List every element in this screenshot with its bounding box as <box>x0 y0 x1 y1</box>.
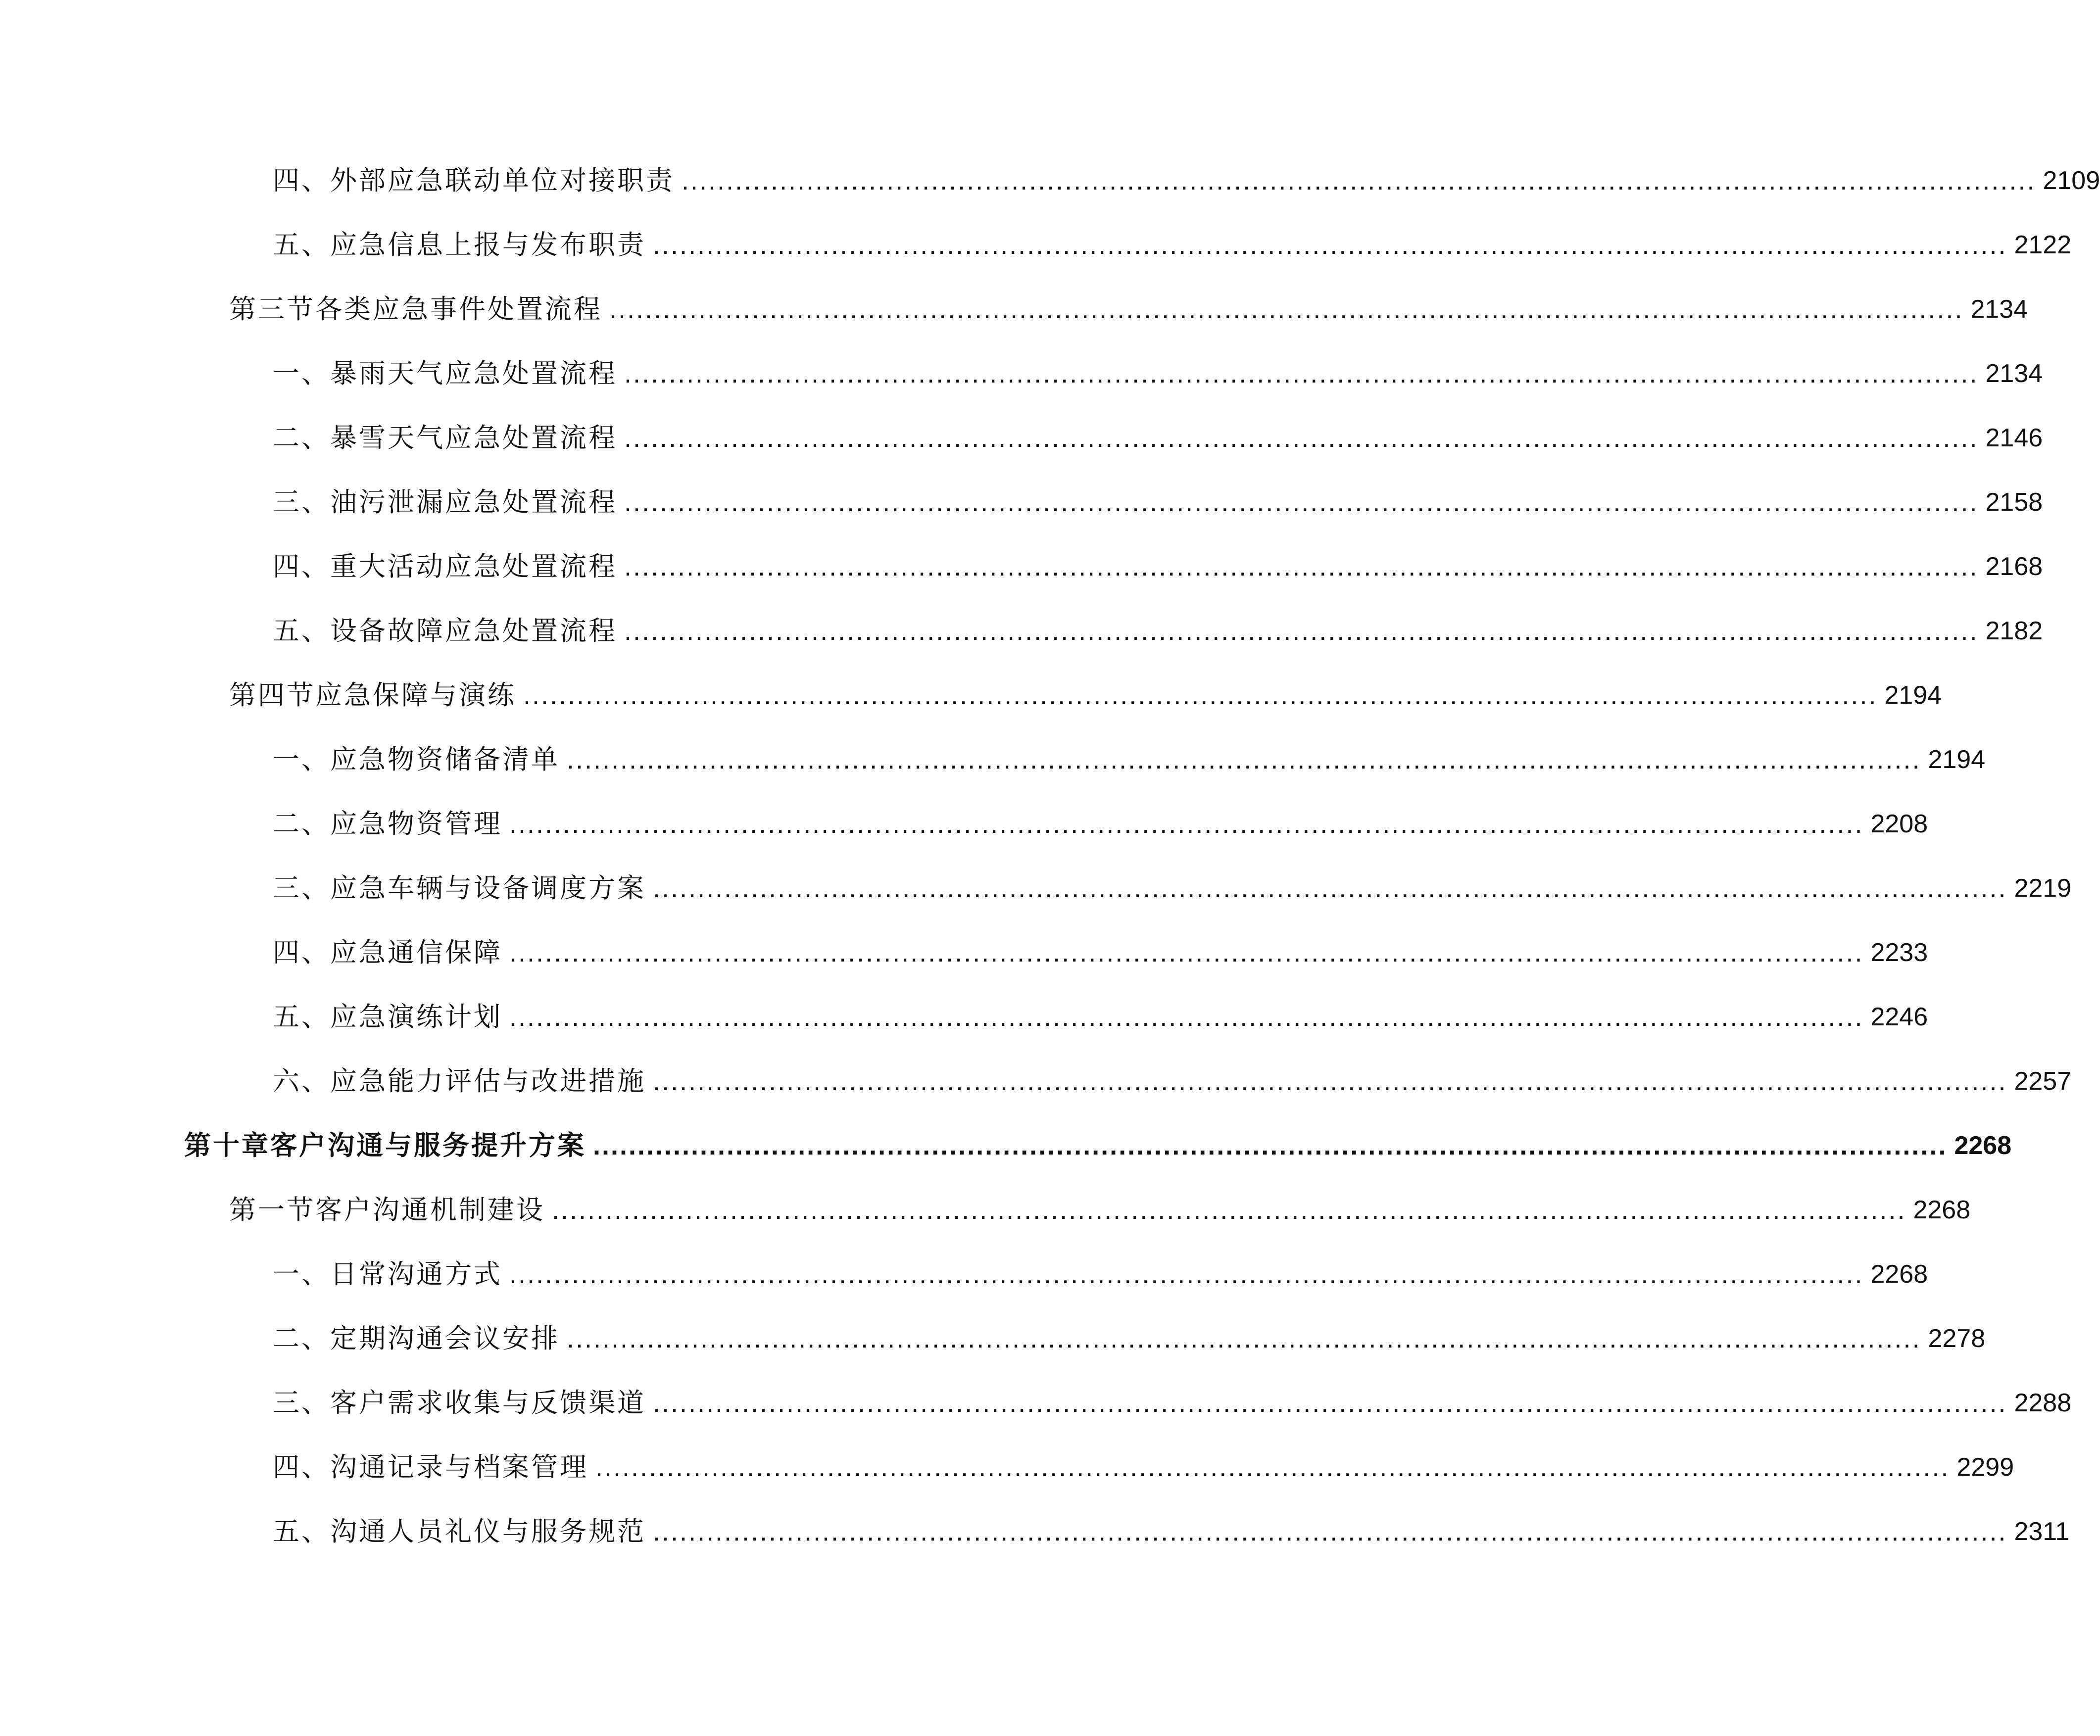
toc-entry-page: 2194 <box>1928 745 1986 774</box>
toc-dot-leader: ........................................................................................................................................................ <box>509 1259 1864 1289</box>
toc-entry[interactable] <box>273 1383 2072 1423</box>
toc-entry[interactable] <box>273 740 1986 779</box>
toc-entry[interactable] <box>273 354 2043 393</box>
toc-dot-leader: ........................................................................................................................................................ <box>523 680 1878 710</box>
toc-entry[interactable] <box>273 1254 1928 1294</box>
toc-entry[interactable] <box>273 547 2043 586</box>
toc-entry-title: 二、应急物资管理 <box>273 808 502 839</box>
toc-entry-title: 三、应急车辆与设备调度方案 <box>273 872 646 904</box>
toc-entry-title: 三、油污泄漏应急处置流程 <box>273 486 617 518</box>
toc-dot-leader: ........................................................................................................................................................ <box>653 873 2007 903</box>
toc-entry[interactable] <box>273 1061 2072 1101</box>
toc-entry-page: 2194 <box>1884 681 1942 710</box>
toc-entry[interactable] <box>184 1126 2012 1165</box>
toc-entry-title: 一、应急物资储备清单 <box>273 744 560 775</box>
toc-entry-page: 2182 <box>1985 617 2043 645</box>
toc-entry-page: 2268 <box>1954 1131 2012 1160</box>
toc-entry-title: 二、定期沟通会议安排 <box>273 1323 560 1354</box>
toc-entry[interactable] <box>273 1447 2014 1487</box>
toc-entry-page: 2134 <box>1985 359 2043 388</box>
toc-dot-leader: ........................................................................................................................................................ <box>624 487 1979 517</box>
toc-dot-leader: ........................................................................................................................................................ <box>624 423 1979 453</box>
toc-dot-leader: ........................................................................................................................................................ <box>567 1324 1921 1353</box>
toc-entry[interactable] <box>273 804 1928 844</box>
toc-entry[interactable] <box>229 1190 1971 1230</box>
toc-entry[interactable] <box>273 611 2043 651</box>
toc-entry-title: 五、设备故障应急处置流程 <box>273 615 617 646</box>
toc-dot-leader: ........................................................................................................................................................ <box>552 1195 1906 1225</box>
toc-entry[interactable] <box>273 868 2072 908</box>
toc-entry-page: 2146 <box>1985 424 2043 452</box>
toc-entry-page: 2122 <box>2014 231 2072 259</box>
toc-dot-leader: ........................................................................................................................................................ <box>567 745 1921 774</box>
toc-entry[interactable] <box>273 161 2100 200</box>
toc-entry-page: 2268 <box>1870 1260 1928 1289</box>
toc-entry-page: 2268 <box>1913 1196 1971 1224</box>
toc-entry-page: 2109 <box>2043 166 2100 195</box>
toc-entry-title: 五、应急演练计划 <box>273 1001 502 1032</box>
toc-entry-title: 二、暴雪天气应急处置流程 <box>273 422 617 453</box>
toc-entry-title: 一、日常沟通方式 <box>273 1258 502 1290</box>
toc-entry-page: 2257 <box>2014 1067 2072 1096</box>
toc-entry[interactable] <box>229 675 1942 715</box>
toc-entry[interactable] <box>273 1319 1986 1358</box>
toc-entry-title: 第一节客户沟通机制建设 <box>229 1194 545 1225</box>
toc-entry-page: 2311 <box>2014 1517 2070 1546</box>
toc-entry[interactable] <box>273 418 2043 458</box>
toc-dot-leader: ........................................................................................................................................................ <box>509 938 1864 967</box>
toc-entry-title: 四、应急通信保障 <box>273 937 502 968</box>
toc-entry[interactable] <box>273 482 2043 522</box>
toc-dot-leader: ........................................................................................................................................................ <box>609 294 1964 324</box>
toc-entry[interactable] <box>273 225 2072 265</box>
toc-dot-leader: ........................................................................................................................................................ <box>624 552 1979 581</box>
toc-dot-leader: ........................................................................................................................................................ <box>624 616 1979 646</box>
toc-entry-page: 2158 <box>1985 488 2043 517</box>
toc-entry[interactable] <box>273 997 1928 1037</box>
toc-dot-leader: ........................................................................................................................................................ <box>653 230 2007 260</box>
toc-entry-page: 2246 <box>1870 1003 1928 1031</box>
toc-entry-title: 六、应急能力评估与改进措施 <box>273 1065 646 1097</box>
toc-dot-leader: ........................................................................................................................................................ <box>509 1002 1864 1032</box>
toc-entry-page: 2288 <box>2014 1389 2072 1417</box>
toc-entry-title: 四、外部应急联动单位对接职责 <box>273 165 675 196</box>
toc-entry-title: 一、暴雨天气应急处置流程 <box>273 358 617 389</box>
toc-dot-leader: ........................................................................................................................................................ <box>509 809 1864 839</box>
toc-entry-page: 2299 <box>1956 1453 2014 1482</box>
toc-entry[interactable] <box>229 289 2028 329</box>
toc-entry-title: 第四节应急保障与演练 <box>229 679 516 711</box>
toc-dot-leader: ........................................................................................................................................................ <box>593 1131 1948 1160</box>
toc-entry-title: 第十章客户沟通与服务提升方案 <box>184 1130 586 1161</box>
toc-entry-page: 2233 <box>1870 938 1928 967</box>
toc-entry-title: 三、客户需求收集与反馈渠道 <box>273 1387 646 1418</box>
toc-dot-leader: ........................................................................................................................................................ <box>653 1517 2007 1546</box>
toc-dot-leader: ........................................................................................................................................................ <box>653 1066 2007 1096</box>
toc-entry-title: 五、沟通人员礼仪与服务规范 <box>273 1516 646 1547</box>
toc-entry-page: 2278 <box>1928 1324 1986 1353</box>
toc-entry-page: 2134 <box>1970 295 2028 324</box>
toc-dot-leader: ........................................................................................................................................................ <box>595 1452 1950 1482</box>
toc-entry[interactable] <box>273 1512 2070 1551</box>
toc-entry-page: 2208 <box>1870 810 1928 838</box>
toc-entry-title: 五、应急信息上报与发布职责 <box>273 229 646 260</box>
toc-dot-leader: ........................................................................................................................................................ <box>682 166 2036 195</box>
toc-dot-leader: ........................................................................................................................................................ <box>653 1388 2007 1418</box>
toc-dot-leader: ........................................................................................................................................................ <box>624 359 1979 388</box>
toc-entry-title: 四、重大活动应急处置流程 <box>273 551 617 582</box>
toc-entry-title: 四、沟通记录与档案管理 <box>273 1451 588 1483</box>
toc-entry-title: 第三节各类应急事件处置流程 <box>229 293 602 325</box>
toc-entry-page: 2168 <box>1985 552 2043 581</box>
toc-entry[interactable] <box>273 933 1928 972</box>
toc-entry-page: 2219 <box>2014 874 2072 903</box>
